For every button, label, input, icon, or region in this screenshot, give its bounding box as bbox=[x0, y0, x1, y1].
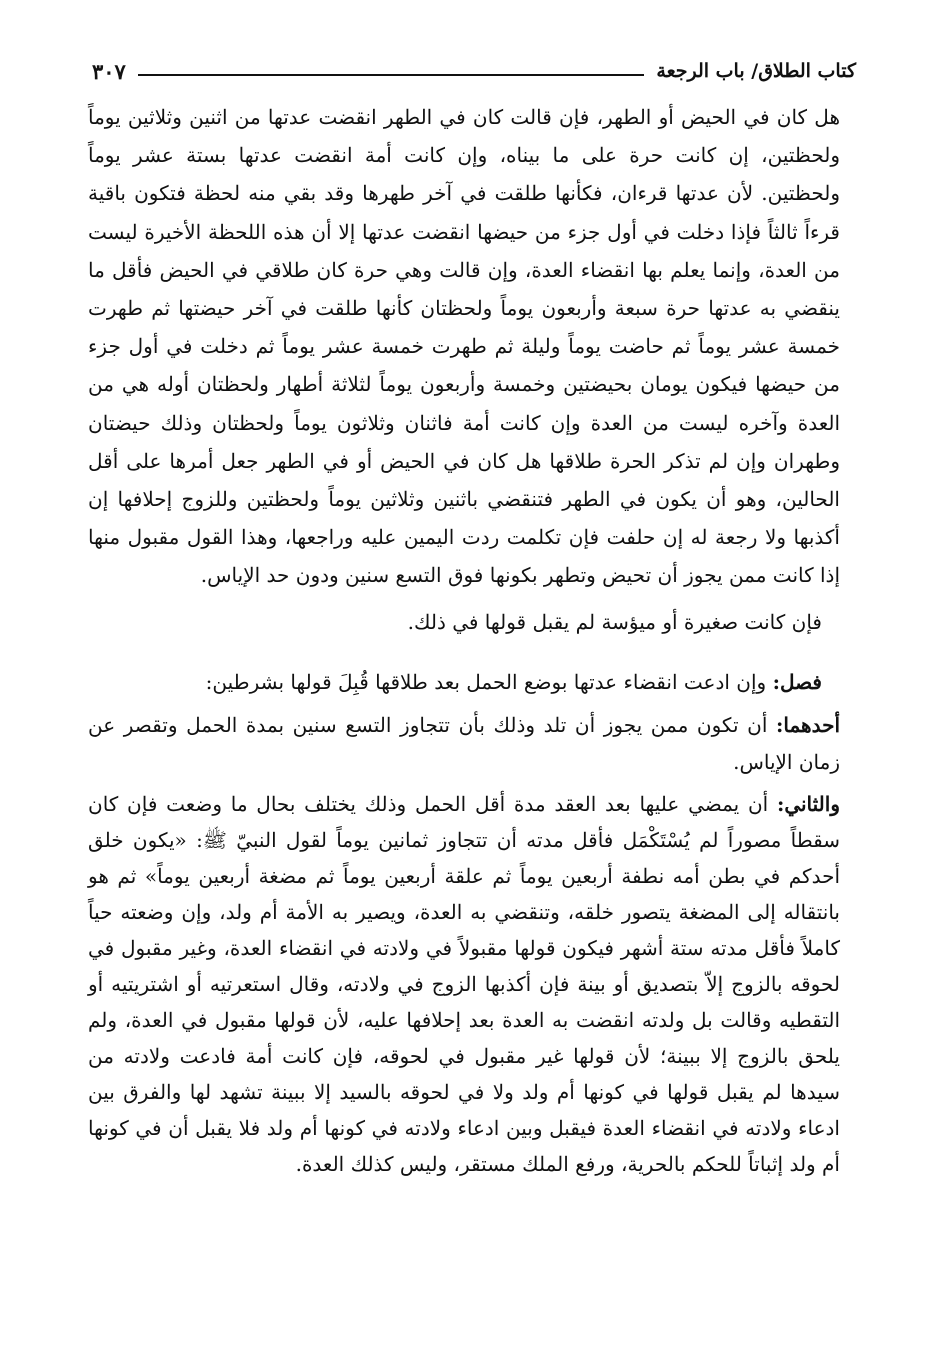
paragraph-second-condition bbox=[88, 786, 840, 1182]
second-condition-label: والثاني: bbox=[776, 791, 840, 816]
running-head bbox=[92, 54, 856, 88]
paragraph-fasl bbox=[88, 663, 840, 701]
paragraph-2: فإن كانت صغيرة أو ميؤسة لم يقبل قولها في ذلك. bbox=[407, 609, 822, 634]
page-body bbox=[88, 98, 840, 1182]
second-condition-text: أن يمضي عليها بعد العقد مدة أقل الحمل وذلك يختلف بحال ما وضعت فإن كان سقطاً مصوراً لم يُسْتَكْمَل فأقل مدته أن تتجاوز ثمانين يوماً لقول النبيّ ﷺ: «يكون خلق أحدكم في بطن أمه نطفة أربعين يوماً ثم علقة أربعين يوماً ثم مضغة أربعين يوماً» ثم هو بانتقاله إلى المضغة يتصور خلقه، وتنقضي به العدة، ويصير به الأمة أم ولد، وإن وضعته حياً كاملاً فأقل مدته ستة أشهر فيكون قولها مقبولاً في ولادته في انقضاء العدة، وغير مقبول في لحوقه بالزوج إلاّ بتصديق أو بينة فإن أكذبها الزوج في ولادته، وقال استعرتيه أو اشتريتيه أو التقطيه وقالت بل ولدته انقضت به العدة بعد إحلافها عليه، لأن قولها مقبول في العدة، ولم يلحق بالزوج إلا ببينة؛ لأن قولها غير مقبول في لحوقه، فإن كانت أمة فادعت ولادته من سيدها لم يقبل قولها في كونها أم ولد ولا في لحوقه بالسيد إلا ببينة تشهد لها والفرق بين ادعاء ولادته في انقضاء العدة فيقبل وبين ادعاء ولادته في كونها أم ولد فلا يقبل أن في كونها أم ولد إثباتاً للحكم بالحرية، ورفع الملك مستقر، وليس كذلك العدة. bbox=[88, 791, 840, 1176]
section-label: فصل: bbox=[772, 669, 822, 694]
header-rule bbox=[138, 74, 645, 76]
chapter-title: كتاب الطلاق/ باب الرجعة bbox=[656, 60, 856, 82]
first-condition-text: أن تكون ممن يجوز أن تلد وذلك بأن تتجاوز التسع سنين بمدة الحمل وتقصر عن زمان الإياس. bbox=[88, 712, 840, 775]
paragraph-first-condition bbox=[88, 707, 840, 782]
first-condition-label: أحدهما: bbox=[776, 712, 841, 737]
section-text: وإن ادعت انقضاء عدتها بوضع الحمل بعد طلاقها قُبِلَ قولها بشرطين: bbox=[205, 669, 767, 694]
page-number: ٣٠٧ bbox=[92, 58, 126, 84]
paragraph-1: هل كان في الحيض أو الطهر، فإن قالت كان في الطهر انقضت عدتها من اثنين وثلاثين يوماً ولحظتين، إن كانت حرة على ما بيناه، وإن كانت أمة انقضت عدتها بستة عشر يوماً ولحظتين. لأن عدتها قرءان، فكأنها طلقت في آخر طهرها وقد بقي منه لحظة فتكون باقية قرءاً ثالثاً فإذا دخلت في أول جزء من حيضها انقضت عدتها إلا أن هذه اللحظة الأخيرة ليست من العدة، وإنما يعلم بها انقضاء العدة، وإن قالت وهي حرة كان طلاقي في الحيض فأقل ما ينقضي به عدتها حرة سبعة وأربعون يوماً ولحظتان كأنها طلقت في آخر حيضتها ثم طهرت خمسة عشر يوماً ثم حاضت يوماً وليلة ثم طهرت خمسة عشر يوماً ثم دخلت في أول جزء من حيضها فيكون يومان بحيضتين وخمسة وأربعون يوماً لثلاثة أطهار ولحظتان أوله هي من العدة وآخره ليست من العدة وإن كانت أمة فاثنان وثلاثون يوماً ولحظتان وذلك حيضتان وطهران وإن لم تذكر الحرة طلاقها هل كان في الحيض أو في الطهر جعل أمرها على أقل الحالين، وهو أن يكون في الطهر فتنقضي باثنين وثلاثين يوماً ولحظتين وللزوج إحلافها إن أكذبها ولا رجعة له إن حلفت فإن تكلمت ردت اليمين عليه وراجعها، وهذا القول مقبول منها إذا كانت ممن يجوز أن تحيض وتطهر بكونها فوق التسع سنين ودون حد الإياس. bbox=[88, 105, 840, 588]
